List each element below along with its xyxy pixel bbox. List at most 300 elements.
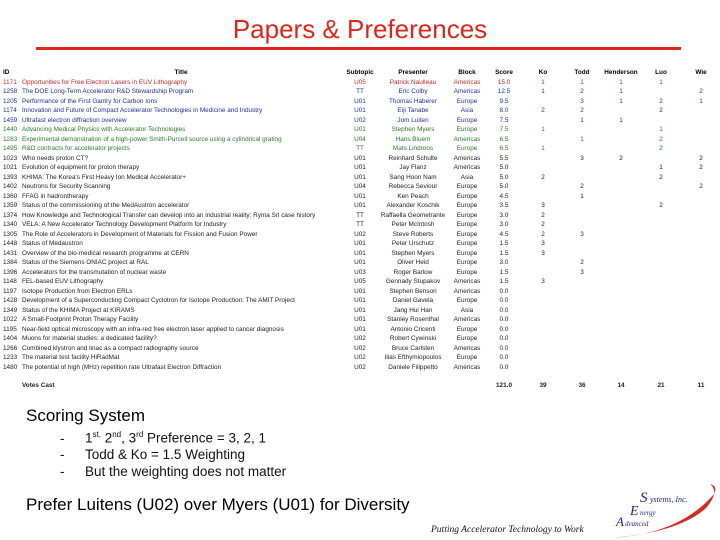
cell-title: Accelerators for the transmutation of nuclear waste <box>22 268 167 276</box>
cell-id: 1233 <box>3 354 18 361</box>
cell-score: 5.0 <box>499 164 509 171</box>
table-row <box>0 277 720 287</box>
table-row <box>0 106 720 116</box>
cell-presenter: Rebecca Seviour <box>388 183 438 190</box>
cell-score: 3.0 <box>499 211 509 219</box>
cell-score: 0.0 <box>499 287 509 295</box>
cell-subtopic: U05 <box>354 78 366 86</box>
cell-id: 1480 <box>3 363 18 371</box>
bullet-dash: - <box>60 430 65 446</box>
totals-score: 121.0 <box>496 382 512 389</box>
header-henderson: Henderson <box>604 69 638 76</box>
cell-title: The potential of high (MHz) repetition rate Ultrafast Electron Diffraction <box>22 363 222 371</box>
cell-subtopic: U01 <box>354 249 366 257</box>
cell-title: VELA: A New Accelerator Technology Development Platform for Industry <box>22 221 227 228</box>
bullet-item <box>60 427 286 447</box>
cell-block: Americas <box>453 344 481 352</box>
ordinal-suffix: nd <box>112 430 122 439</box>
cell-wie: 2 <box>699 183 703 190</box>
cell-todd: 1 <box>580 78 584 86</box>
cell-id: 1360 <box>3 192 18 200</box>
cell-subtopic: TT <box>356 145 364 152</box>
cell-todd: 2 <box>580 107 584 114</box>
cell-presenter: Ilias Efthymiopoulos <box>384 354 442 361</box>
cell-subtopic: U01 <box>354 126 366 133</box>
cell-ko: 1 <box>541 145 545 152</box>
cell-luo: 2 <box>659 173 663 181</box>
cell-block: Americas <box>453 88 481 95</box>
cell-todd: 1 <box>580 135 584 143</box>
bullet-dash: - <box>60 463 65 479</box>
cell-block: Europe <box>456 354 478 361</box>
table-row <box>0 125 720 135</box>
bullet-text: Todd & Ko = 1.5 Weighting <box>85 447 245 462</box>
cell-subtopic: U01 <box>354 97 366 105</box>
cell-presenter: Thomas Haberer <box>389 97 437 105</box>
cell-subtopic: TT <box>356 88 364 95</box>
table-row <box>0 296 720 306</box>
cell-id: 1431 <box>3 249 18 257</box>
cell-todd: 2 <box>580 259 584 266</box>
table-row <box>0 87 720 97</box>
cell-subtopic: U01 <box>354 316 366 323</box>
cell-title: The material test facility HiRadMat <box>22 354 120 361</box>
totals-row <box>0 381 720 391</box>
cell-ko: 2 <box>541 211 545 219</box>
table-row <box>0 201 720 211</box>
header-luo: Luo <box>655 69 667 76</box>
cell-presenter: Stephen Myers <box>391 249 435 257</box>
cell-presenter: Reinhard Schulte <box>388 154 438 162</box>
table-row <box>0 211 720 221</box>
cell-title: KHIMA: The Korea's First Heavy Ion Medical Accelerator+ <box>22 173 186 181</box>
cell-id: 1023 <box>3 154 18 162</box>
cell-id: 1396 <box>3 268 18 276</box>
table-row <box>0 78 720 88</box>
table-row <box>0 249 720 259</box>
cell-title: Experimental demonstration of a high-power Smith-Purcell source using a cylindrical grating <box>22 135 282 143</box>
cell-ko: 3 <box>541 202 545 209</box>
cell-presenter: Stephen Benson <box>389 287 437 295</box>
cell-presenter: Mats Lindroos <box>392 145 434 152</box>
cell-subtopic: U04 <box>354 135 366 143</box>
cell-presenter: Jang Hui Han <box>393 306 433 314</box>
cell-todd: 3 <box>580 230 584 238</box>
table-row <box>0 306 720 316</box>
cell-subtopic: U01 <box>354 164 366 171</box>
cell-presenter: Gennady Stupakov <box>385 278 441 285</box>
logo-s: S <box>640 490 648 506</box>
logo-swoosh <box>612 484 715 538</box>
cell-title: Evolution of equipment for proton therapy <box>22 164 140 171</box>
cell-id: 1171 <box>3 78 17 86</box>
bullet-text: , 3 <box>121 430 137 446</box>
cell-presenter: Steve Roberts <box>392 230 434 238</box>
cell-subtopic: U02 <box>354 363 366 371</box>
cell-score: 8.0 <box>499 107 509 114</box>
cell-presenter: Stephen Myers <box>391 126 435 133</box>
cell-block: Americas <box>453 287 481 295</box>
cell-title: A Small-Footprint Proton Therapy Facility <box>22 316 139 323</box>
cell-presenter: Daniel Gavela <box>392 297 434 304</box>
cell-subtopic: U02 <box>354 344 366 352</box>
cell-presenter: Hans Bluem <box>395 135 431 143</box>
cell-block: Asia <box>460 306 474 314</box>
cell-ko: 1 <box>541 88 545 95</box>
cell-presenter: Patrick Naulleau <box>389 78 437 86</box>
cell-title: Isotope Production from Electron ERLs <box>22 287 133 295</box>
header-wie: Wie <box>695 69 707 76</box>
totals-label: Votes Cast <box>22 382 55 389</box>
cell-block: Americas <box>453 135 481 143</box>
cell-subtopic: U01 <box>354 107 366 114</box>
cell-presenter: Jom Luiten <box>397 116 429 124</box>
cell-presenter: Stanley Rosenthal <box>387 316 439 323</box>
table-row <box>0 287 720 297</box>
cell-subtopic: U01 <box>354 287 366 295</box>
cell-score: 0.0 <box>499 335 509 342</box>
bullet-text: 2 <box>100 430 113 446</box>
cell-id: 1384 <box>3 259 18 266</box>
scoring-bullets <box>60 427 286 480</box>
title-underline <box>36 47 681 50</box>
cell-score: 1.5 <box>499 240 509 247</box>
cell-score: 6.5 <box>499 145 509 152</box>
cell-subtopic: U01 <box>354 154 366 162</box>
cell-id: 1448 <box>3 240 18 247</box>
cell-title: Who needs proton CT? <box>22 154 89 162</box>
cell-title: Development of a Superconducting Compact Cyclotron for Isotope Production: The AMIT Project <box>22 297 295 304</box>
cell-presenter: Oliver Heid <box>397 259 429 266</box>
cell-title: Neutrons for Security Scanning <box>22 183 111 190</box>
ordinal-suffix: st, <box>92 430 101 439</box>
cell-title: The DOE Long-Term Accelerator R&D Stewardship Program <box>22 88 194 95</box>
ordinal-suffix: rd <box>136 430 144 439</box>
cell-score: 0.0 <box>499 354 509 361</box>
cell-id: 1258 <box>3 88 18 95</box>
cell-ko: 2 <box>541 173 545 181</box>
cell-subtopic: TT <box>356 211 364 219</box>
cell-wie: 2 <box>699 164 703 171</box>
cell-presenter: Ken Peach <box>397 192 429 200</box>
cell-id: 1393 <box>3 173 18 181</box>
cell-ko: 1 <box>541 78 545 86</box>
cell-title: The Role of Accelerators in Development of Materials for Fission and Fusion Power <box>22 230 258 238</box>
header-presenter: Presenter <box>398 69 428 76</box>
cell-subtopic: U01 <box>354 240 366 247</box>
cell-block: Asia <box>460 173 474 181</box>
cell-presenter: Bruce Carlsten <box>391 344 435 352</box>
cell-subtopic: U03 <box>354 268 366 276</box>
cell-presenter: Peter McIntosh <box>391 221 435 228</box>
cell-presenter: Sang Hoon Nam <box>389 173 437 181</box>
cell-id: 1195 <box>3 325 17 333</box>
cell-todd: 3 <box>580 97 584 105</box>
cell-id: 1021 <box>3 164 18 171</box>
cell-presenter: Eiji Tanabe <box>397 107 429 114</box>
cell-score: 3.0 <box>499 221 509 228</box>
cell-subtopic: TT <box>356 221 364 228</box>
cell-wie: 2 <box>699 154 703 162</box>
logo-advanced: dvanced <box>625 520 649 528</box>
cell-block: Europe <box>456 249 478 257</box>
aes-logo <box>610 482 720 540</box>
table-row <box>0 220 720 230</box>
cell-luo: 1 <box>659 78 663 86</box>
cell-block: Americas <box>453 78 481 86</box>
cell-presenter: Robert Cywinski <box>389 335 437 342</box>
cell-ko: 2 <box>541 230 545 238</box>
cell-score: 0.0 <box>499 344 509 352</box>
cell-block: Europe <box>456 116 478 124</box>
cell-block: Europe <box>456 240 478 247</box>
cell-presenter: Roger Barlow <box>393 268 433 276</box>
cell-subtopic: U02 <box>354 335 366 342</box>
company-tagline: Putting Accelerator Technology to Work <box>431 525 584 535</box>
cell-title: Status of the commissioning of the MedAustron accelerator <box>22 202 190 209</box>
table-header-row <box>0 68 720 78</box>
cell-block: Europe <box>456 297 478 304</box>
cell-score: 1.5 <box>499 268 509 276</box>
cell-score: 1.5 <box>499 278 509 285</box>
cell-id: 1283 <box>3 135 18 143</box>
cell-score: 5.5 <box>499 154 509 162</box>
slide-title: Papers & Preferences <box>232 14 488 44</box>
header-score: Score <box>495 69 513 76</box>
bullet-dash: - <box>60 447 65 462</box>
table-row <box>0 315 720 325</box>
cell-score: 7.5 <box>499 126 509 133</box>
cell-subtopic: U01 <box>354 173 366 181</box>
cell-score: 6.5 <box>499 135 509 143</box>
cell-luo: 2 <box>659 135 663 143</box>
cell-title: Performance of the First Gantry for Carbon Ions <box>22 97 158 105</box>
cell-score: 7.5 <box>499 116 509 124</box>
cell-luo: 1 <box>659 126 663 133</box>
cell-subtopic: U01 <box>354 306 366 314</box>
cell-score: 0.0 <box>499 297 509 304</box>
cell-title: Status of Medaustron <box>22 240 83 247</box>
cell-block: Asia <box>460 107 474 114</box>
table-row <box>0 163 720 173</box>
header-block: Block <box>458 69 476 76</box>
cell-title: Innovation and Future of Compact Accelerator Technologies in Medicine and Industry <box>22 107 263 114</box>
table-row <box>0 239 720 249</box>
cell-presenter: Antonio Cricenti <box>390 325 436 333</box>
cell-block: Europe <box>456 183 478 190</box>
cell-id: 1305 <box>3 230 18 238</box>
cell-score: 4.5 <box>499 192 509 200</box>
logo-energy: nergy <box>640 509 656 517</box>
cell-ko: 3 <box>541 249 545 257</box>
cell-wie: 1 <box>699 97 703 105</box>
cell-block: Europe <box>456 268 478 276</box>
cell-id: 1266 <box>3 344 18 352</box>
cell-subtopic: U01 <box>354 297 366 304</box>
cell-id: 1495 <box>3 145 18 152</box>
cell-block: Europe <box>456 325 478 333</box>
cell-score: 12.5 <box>497 88 511 95</box>
totals-ko: 39 <box>539 382 547 389</box>
cell-block: Europe <box>456 97 478 105</box>
table-row <box>0 230 720 240</box>
cell-todd: 2 <box>580 88 584 95</box>
bullet-text: 1 <box>85 430 93 446</box>
header-ko: Ko <box>538 69 548 76</box>
cell-wie: 2 <box>699 88 703 95</box>
cell-id: 1374 <box>3 211 18 219</box>
cell-subtopic: U02 <box>354 354 366 361</box>
cell-id: 1174 <box>3 107 17 114</box>
cell-score: 9.5 <box>499 97 509 105</box>
cell-todd: 3 <box>580 154 584 162</box>
table-row <box>0 182 720 192</box>
cell-subtopic: U02 <box>354 230 366 238</box>
cell-ko: 3 <box>541 278 545 285</box>
cell-id: 1340 <box>3 221 18 228</box>
cell-henderson: 1 <box>619 97 623 105</box>
cell-title: Status of the KHIMA Project at KIRAMS <box>22 306 135 314</box>
cell-block: Americas <box>453 316 481 323</box>
cell-block: Europe <box>456 145 478 152</box>
cell-score: 0.0 <box>499 363 509 371</box>
totals-luo: 21 <box>657 382 665 389</box>
table-row <box>0 268 720 278</box>
cell-presenter: Jay Flanz <box>399 164 427 171</box>
cell-luo: 2 <box>659 202 663 209</box>
cell-subtopic: U04 <box>354 183 366 190</box>
table-row <box>0 116 720 126</box>
cell-title: FFAG in hadrontherapy <box>22 192 89 200</box>
cell-id: 1148 <box>3 278 17 285</box>
bullet-text: But the weighting does not matter <box>85 463 287 479</box>
cell-title: FEL-based EUV Lithography <box>22 278 104 285</box>
header-title: Title <box>174 69 188 76</box>
table-row <box>0 344 720 354</box>
cell-title: Opportunities for Free Electron Lasers in EUV Lithography <box>22 78 188 86</box>
cell-block: Europe <box>456 192 478 200</box>
cell-todd: 1 <box>580 192 584 200</box>
cell-id: 1197 <box>3 287 17 295</box>
cell-ko: 1 <box>541 126 545 133</box>
table-row <box>0 97 720 107</box>
cell-title: Near-field optical microscopy with an infra-red free electron laser applied to cancer diagnosis <box>22 325 284 333</box>
cell-title: Ultrafast electron diffraction overview <box>22 116 127 124</box>
table-row <box>0 192 720 202</box>
cell-title: Status of the Siemens ONIAC project at RAL <box>22 259 149 266</box>
cell-presenter: Daniele Filippetto <box>388 363 438 371</box>
cell-todd: 3 <box>580 268 584 276</box>
cell-id: 1022 <box>3 316 18 323</box>
cell-henderson: 1 <box>619 116 623 124</box>
cell-todd: 1 <box>580 116 584 124</box>
cell-id: 1404 <box>3 335 18 342</box>
table-row <box>0 334 720 344</box>
cell-luo: 2 <box>659 107 663 114</box>
header-todd: Todd <box>574 69 590 76</box>
cell-id: 1440 <box>3 126 18 133</box>
cell-ko: 2 <box>541 107 545 114</box>
table-row <box>0 135 720 145</box>
cell-subtopic: U05 <box>354 278 366 285</box>
cell-subtopic: U02 <box>354 116 366 124</box>
cell-luo: 2 <box>659 145 663 152</box>
cell-id: 1428 <box>3 297 18 304</box>
cell-presenter: Peter Urschutz <box>391 240 435 247</box>
totals-henderson: 14 <box>617 382 625 389</box>
cell-luo: 2 <box>659 97 663 105</box>
cell-title: Muons for material studies: a dedicated facility? <box>22 335 157 342</box>
cell-score: 5.0 <box>499 173 509 181</box>
cell-score: 0.0 <box>499 306 509 314</box>
bullet-item <box>60 464 286 481</box>
totals-wie: 11 <box>697 382 705 389</box>
cell-id: 1205 <box>3 97 18 105</box>
cell-henderson: 1 <box>619 88 623 95</box>
cell-subtopic: U01 <box>354 259 366 266</box>
cell-ko: 3 <box>541 240 545 247</box>
cell-score: 0.0 <box>499 316 509 323</box>
cell-block: Europe <box>456 221 478 228</box>
cell-subtopic: U01 <box>354 192 366 200</box>
cell-block: Europe <box>456 335 478 342</box>
cell-title: Advancing Medical Physics with Accelerator Technologies <box>22 126 186 133</box>
cell-henderson: 1 <box>619 78 623 86</box>
cell-henderson: 2 <box>619 154 623 162</box>
cell-block: Europe <box>456 211 478 219</box>
cell-title: Combined klystron and linac as a compact radiography source <box>22 344 199 352</box>
cell-block: Europe <box>456 230 478 238</box>
cell-subtopic: U01 <box>354 202 366 209</box>
logo-systems: ystems, Inc. <box>650 495 688 504</box>
cell-presenter: Eric Colby <box>398 88 428 95</box>
cell-title: How Knowledge and Technological Transfer can develop into an industrial reality: Ryma Srl case history <box>22 211 316 219</box>
header-id: ID <box>3 69 10 76</box>
cell-score: 1.5 <box>499 249 509 257</box>
cell-block: Americas <box>453 363 481 371</box>
cell-id: 1359 <box>3 202 18 209</box>
totals-todd: 36 <box>578 382 586 389</box>
cell-id: 1349 <box>3 306 18 314</box>
cell-block: Americas <box>453 278 481 285</box>
logo-e: E <box>630 504 639 519</box>
table-row <box>0 258 720 268</box>
cell-block: Europe <box>456 126 478 133</box>
table-row <box>0 144 720 154</box>
header-subtopic: Subtopic <box>346 69 374 76</box>
cell-score: 3.5 <box>499 202 509 209</box>
cell-title: Overview of the bio-medical research programme at CERN <box>22 249 189 257</box>
cell-block: Americas <box>453 164 481 171</box>
table-row <box>0 363 720 373</box>
logo-a: A <box>616 514 624 529</box>
cell-block: Europe <box>456 202 478 209</box>
cell-score: 15.0 <box>497 78 511 86</box>
cell-luo: 1 <box>659 164 663 171</box>
cell-id: 1402 <box>3 183 18 190</box>
table-row <box>0 325 720 335</box>
cell-score: 3.0 <box>499 259 509 266</box>
cell-ko: 2 <box>541 221 545 228</box>
scoring-heading: Scoring System <box>26 406 146 425</box>
cell-presenter: Raffaella Geometrante <box>380 211 446 219</box>
table-row <box>0 353 720 363</box>
bullet-text: Preference = 3, 2, 1 <box>143 430 266 446</box>
bullet-item <box>60 447 286 464</box>
cell-block: Europe <box>456 259 478 266</box>
cell-todd: 2 <box>580 183 584 190</box>
cell-subtopic: U01 <box>354 325 366 333</box>
